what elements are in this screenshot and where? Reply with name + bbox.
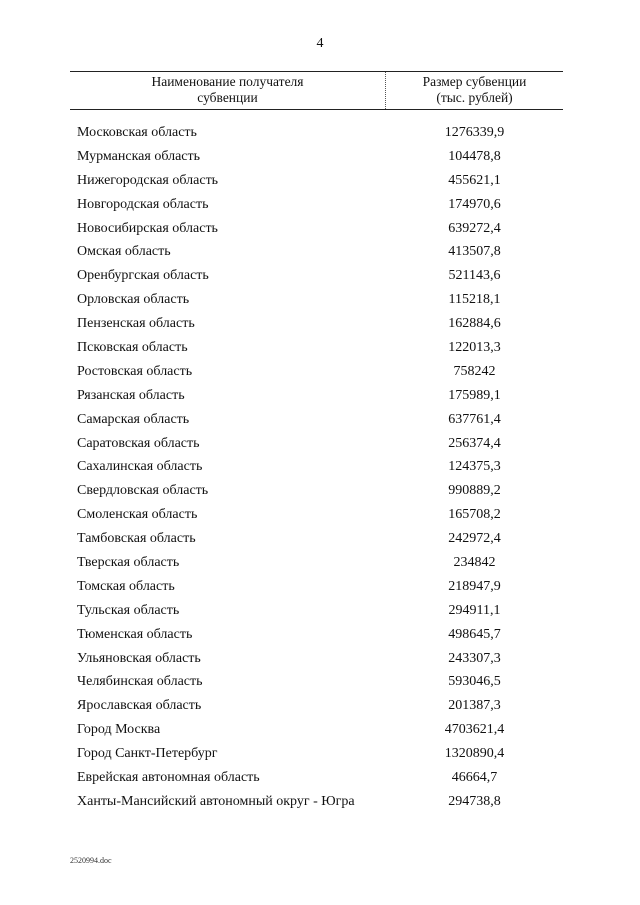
subsidy-amount-cell: 162884,6 (448, 316, 501, 332)
subsidy-amount-cell: 639272,4 (448, 220, 501, 236)
recipient-name-cell: Город Москва (77, 722, 161, 738)
header-recipient-name-line-1: Наименование получателя (151, 74, 304, 89)
header-subsidy-amount (386, 74, 563, 106)
table-row (0, 767, 640, 791)
subsidy-amount-cell: 256374,4 (448, 435, 501, 451)
recipient-name-cell: Ханты-Мансийский автономный округ - Югра (77, 793, 355, 809)
header-recipient-name (70, 74, 385, 106)
recipient-name-cell: Орловская область (77, 292, 190, 308)
recipient-name-cell: Омская область (77, 244, 171, 260)
header-subsidy-amount-line-1: Размер субвенции (422, 74, 527, 89)
table-row (0, 433, 640, 457)
recipient-name-cell: Новосибирская область (77, 220, 218, 236)
recipient-name-cell: Челябинская область (77, 674, 203, 690)
subsidy-amount-cell: 243307,3 (448, 650, 501, 666)
subsidy-amount-cell: 455621,1 (448, 172, 501, 188)
subsidy-amount-cell: 521143,6 (448, 268, 501, 284)
recipient-name-cell: Ульяновская область (77, 650, 201, 666)
table-row (0, 409, 640, 433)
subsidy-amount-cell: 294911,1 (448, 602, 501, 618)
subsidy-amount-cell: 758242 (453, 363, 496, 379)
recipient-name-cell: Нижегородская область (77, 172, 219, 188)
document-reference: 2520994.doc (70, 856, 112, 865)
recipient-name-cell: Оренбургская область (77, 268, 209, 284)
recipient-name-cell: Новгородская область (77, 196, 209, 212)
subsidy-amount-cell: 218947,9 (448, 578, 501, 594)
subsidy-amount-cell: 174970,6 (448, 196, 501, 212)
table-row (0, 456, 640, 480)
table-row (0, 241, 640, 265)
subsidy-amount-cell: 990889,2 (448, 483, 501, 499)
page-number: 4 (316, 36, 324, 51)
recipient-name-cell: Тульская область (77, 602, 180, 618)
recipient-name-cell: Московская область (77, 125, 197, 140)
table-row (0, 719, 640, 743)
subsidy-amount-cell: 175989,1 (448, 387, 501, 403)
table-row (0, 265, 640, 289)
subsidy-amount-cell: 234842 (453, 555, 496, 571)
subsidy-amount-cell: 413507,8 (448, 244, 501, 260)
recipient-name-cell: Тверская область (77, 555, 180, 571)
recipient-name-cell: Сахалинская область (77, 459, 203, 475)
table-row (0, 600, 640, 624)
recipient-name-cell: Томская область (77, 578, 175, 594)
table-row (0, 480, 640, 504)
subsidy-amount-cell: 115218,1 (448, 292, 501, 308)
table-row (0, 170, 640, 194)
table-row (0, 528, 640, 552)
recipient-name-cell: Саратовская область (77, 435, 200, 451)
subsidy-amount-cell: 165708,2 (448, 507, 501, 523)
table-row (0, 648, 640, 672)
subsidy-amount-cell: 122013,3 (448, 340, 501, 356)
table-row (0, 361, 640, 385)
recipient-name-cell: Тюменская область (77, 626, 193, 642)
subsidy-amount-cell: 1320890,4 (444, 746, 505, 762)
subsidy-amount-cell: 104478,8 (448, 148, 501, 164)
table-row (0, 122, 640, 146)
table-row (0, 576, 640, 600)
header-subsidy-amount-line-2: (тыс. рублей) (436, 90, 513, 105)
recipient-name-cell: Город Санкт-Петербург (77, 746, 218, 762)
recipient-name-cell: Псковская область (77, 340, 188, 356)
table-row (0, 695, 640, 719)
subsidy-amount-cell: 4703621,4 (444, 722, 505, 738)
subsidy-amount-cell: 201387,3 (448, 698, 501, 714)
recipient-name-cell: Смоленская область (77, 507, 198, 523)
table-row (0, 743, 640, 767)
table-row (0, 194, 640, 218)
subsidy-amount-cell: 294738,8 (448, 793, 501, 809)
recipient-name-cell: Ярославская область (77, 698, 202, 714)
table-row (0, 624, 640, 648)
table-row (0, 337, 640, 361)
table-row (0, 313, 640, 337)
recipient-name-cell: Самарская область (77, 411, 190, 427)
recipient-name-cell: Мурманская область (77, 148, 201, 164)
table-header (70, 71, 563, 110)
table-row (0, 218, 640, 242)
recipient-name-cell: Ростовская область (77, 363, 193, 379)
subsidy-amount-cell: 498645,7 (448, 626, 501, 642)
table-row (0, 671, 640, 695)
table-row (0, 146, 640, 170)
subsidy-amount-cell: 637761,4 (448, 411, 501, 427)
recipient-name-cell: Пензенская область (77, 316, 195, 332)
subsidy-amount-cell: 1276339,9 (444, 125, 505, 140)
recipient-name-cell: Рязанская область (77, 387, 185, 403)
recipient-name-cell: Еврейская автономная область (77, 770, 260, 786)
table-row (0, 385, 640, 409)
table-row (0, 289, 640, 313)
table-body (0, 122, 640, 815)
subsidy-amount-cell: 46664,7 (451, 770, 498, 786)
header-recipient-name-line-2: субвенции (197, 90, 258, 105)
table-row (0, 552, 640, 576)
table-row (0, 504, 640, 528)
recipient-name-cell: Тамбовская область (77, 531, 196, 547)
subsidy-amount-cell: 593046,5 (448, 674, 501, 690)
table-row (0, 791, 640, 815)
recipient-name-cell: Свердловская область (77, 483, 209, 499)
subsidy-amount-cell: 242972,4 (448, 531, 501, 547)
subsidy-amount-cell: 124375,3 (448, 459, 501, 475)
